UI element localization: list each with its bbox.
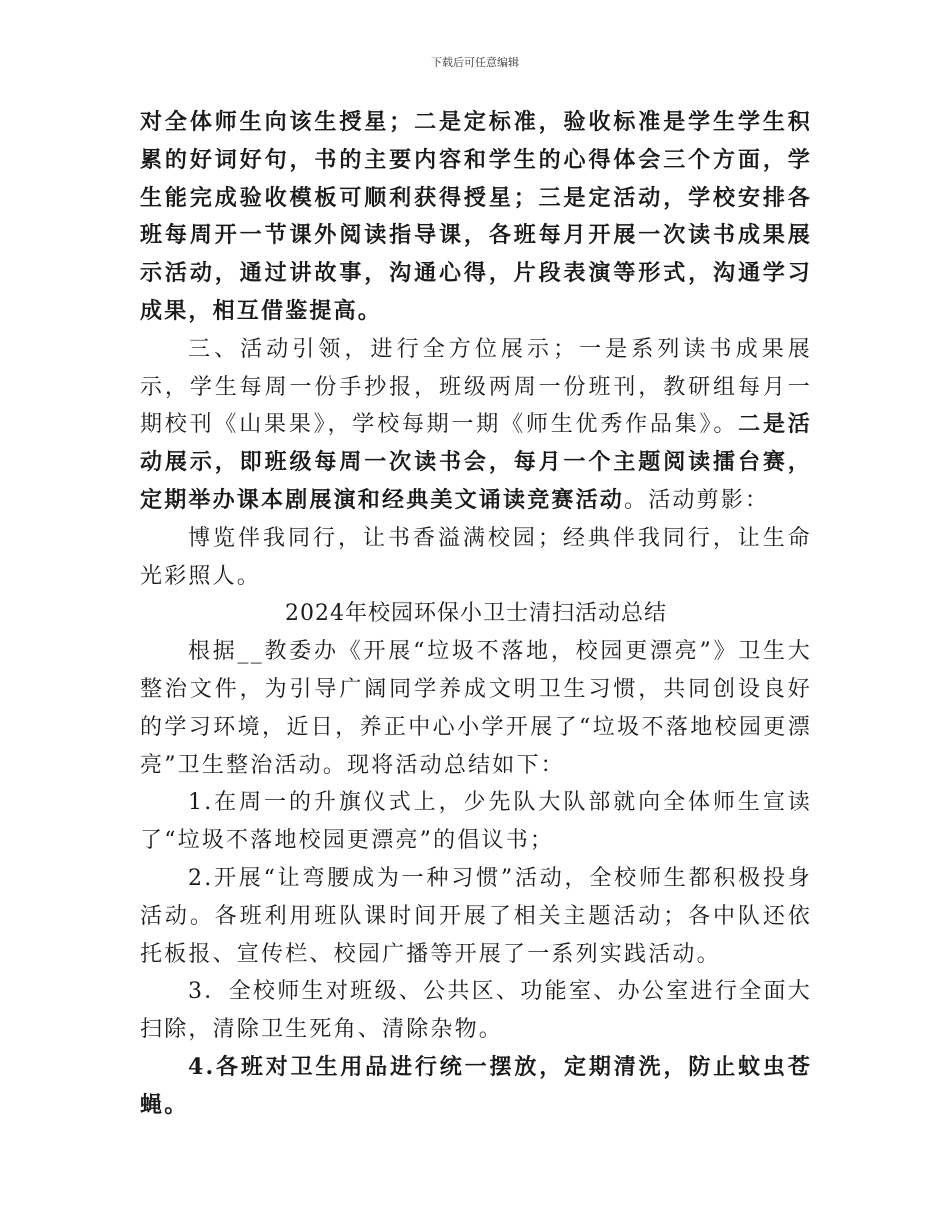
list-item-1: 1.在周一的升旗仪式上，少先队大队部就向全体师生宣读了“垃圾不落地校园更漂亮”的倡议书； xyxy=(140,790,812,854)
list-item-3: 3．全校师生对班级、公共区、功能室、办公室进行全面大扫除，清除卫生死角、清除杂物。 xyxy=(140,979,812,1043)
paragraph-slogan: 博览伴我同行，让书香溢满校园；经典伴我同行，让生命光彩照人。 xyxy=(140,525,812,589)
list-item-4: 4.各班对卫生用品进行统一摆放，定期清洗，防止蚊虫苍蝇。 xyxy=(140,1053,812,1118)
page-header: 下载后可任意编辑 xyxy=(431,56,519,69)
paragraph-activity-showcase xyxy=(140,331,812,520)
paragraph-activity-showcase-part1: 三、活动引领，进行全方位展示；一是系列读书成果展示，学生每周一份手抄报，班级两周一份班刊，教研组每月一期校刊《山果果》，学校每期一期《师生优秀作品集》。 xyxy=(140,336,812,438)
document-title: 2024年校园环保小卫士清扫活动总结 xyxy=(285,601,667,627)
paragraph-reading-stars: 对全体师生向该生授星；二是定标准，验收标准是学生学生积累的好词好句，书的主要内容和学生的心得体会三个方面，学生能完成验收模板可顺利获得授星；三是定活动，学校安排各班每周开一节课外阅读指导课，各班每月开展一次读书成果展示活动，通过讲故事，沟通心得，片段表演等形式，沟通学习成果，相互借鉴提高。 xyxy=(140,109,812,324)
paragraph-activity-showcase-bold: 二是活动展示，即班级每周一次读书会，每月一个主题阅读擂台赛，定期举办课本剧展演和经典美文诵读竞赛活动 xyxy=(140,411,812,513)
document-body xyxy=(140,104,812,1125)
paragraph-introduction: 根据__教委办《开展“垃圾不落地，校园更漂亮”》卫生大整治文件，为引导广阔同学养成文明卫生习惯，共同创设良好的学习环境，近日，养正中心小学开展了“垃圾不落地校园更漂亮”卫生整治活动。现将活动总结如下： xyxy=(140,639,812,778)
paragraph-activity-showcase-part3: 。活动剪影： xyxy=(624,487,770,513)
list-item-2: 2.开展“让弯腰成为一种习惯”活动，全校师生都积极投身活动。各班利用班队课时间开展了相关主题活动；各中队还依托板报、宣传栏、校园广播等开展了一系列实践活动。 xyxy=(140,865,812,967)
